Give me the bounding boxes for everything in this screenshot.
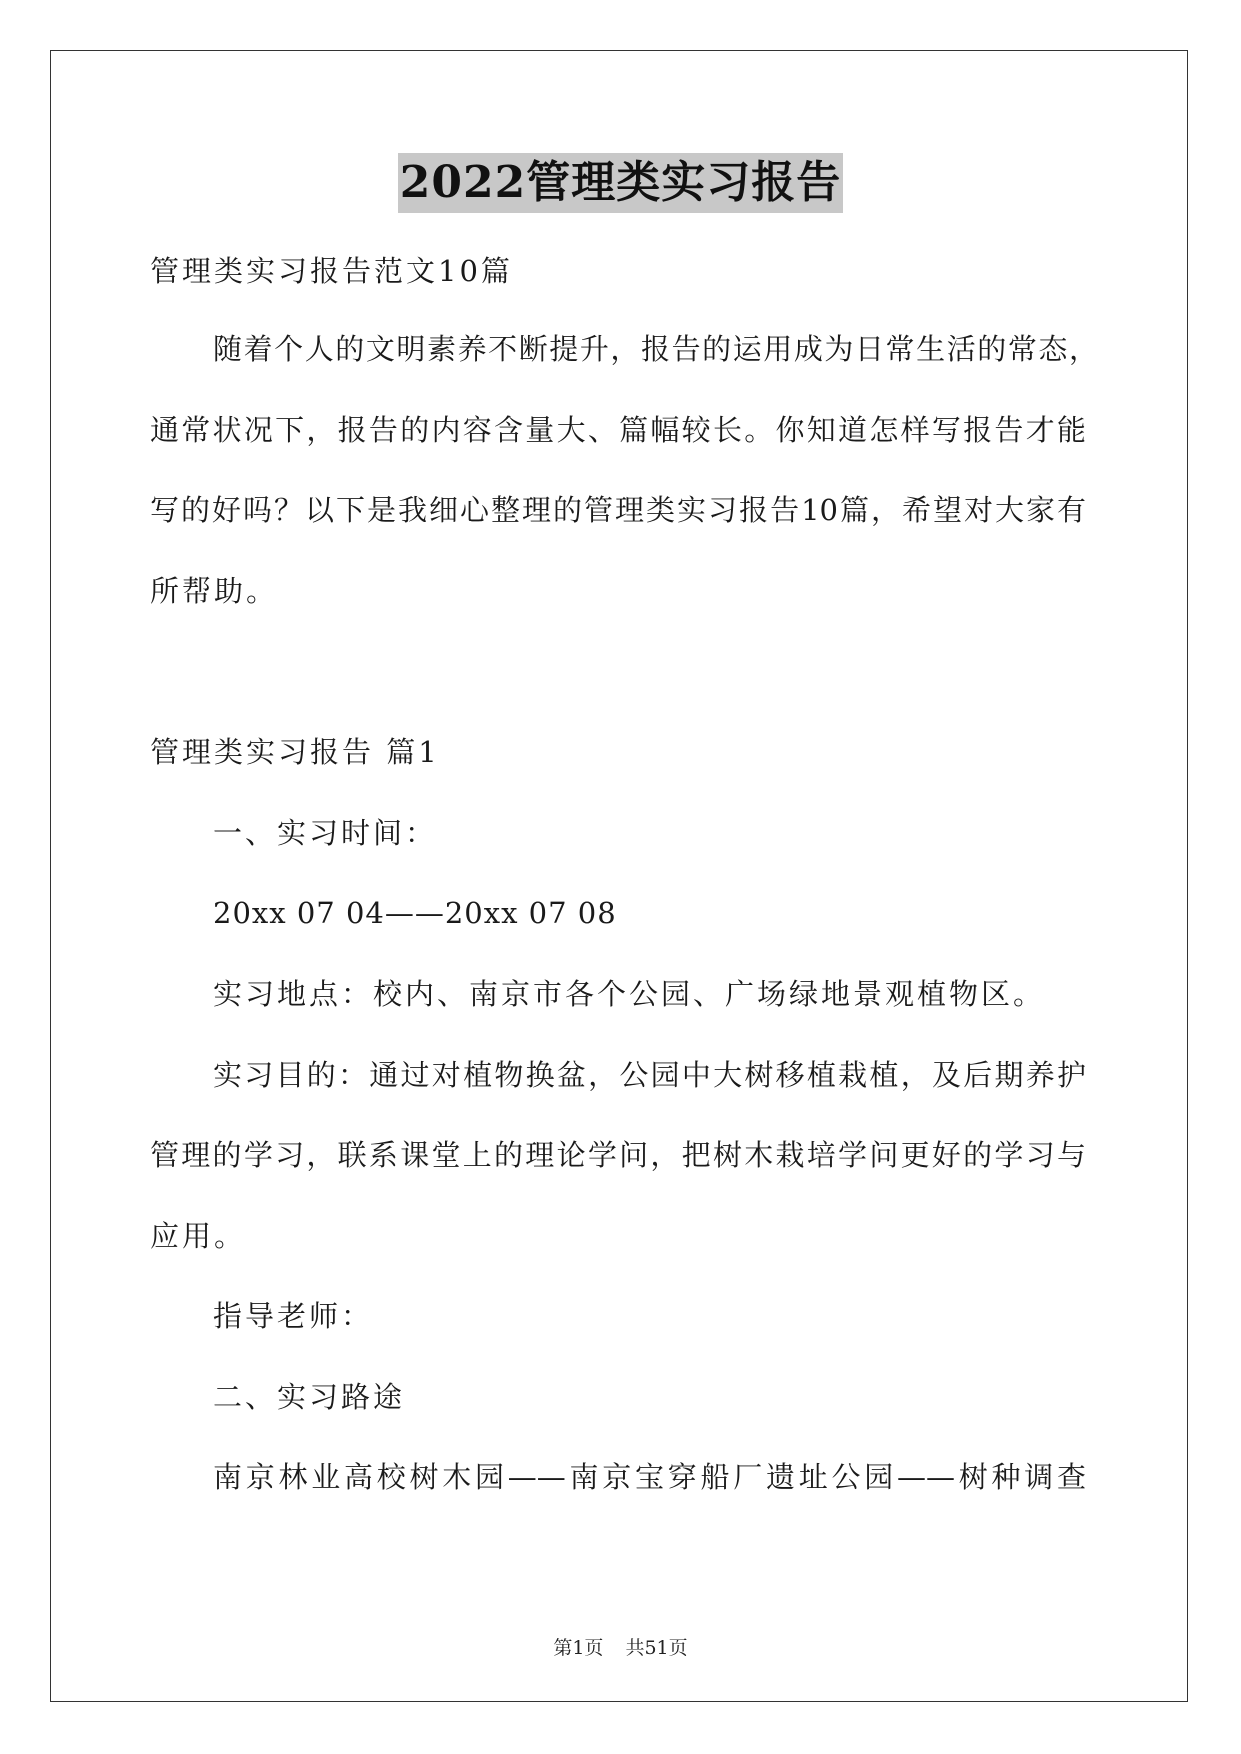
document-subtitle: 管理类实习报告范文10篇 <box>150 254 513 288</box>
page-total: 共51页 <box>625 1637 688 1659</box>
intro-line-4: 所帮助。 <box>150 574 279 608</box>
time-label: 一、实习时间： <box>213 816 438 850</box>
purpose-line-3: 应用。 <box>150 1219 247 1253</box>
title-container <box>0 153 1241 213</box>
page-border <box>50 50 1188 1702</box>
page-number: 第1页 <box>553 1637 604 1659</box>
intro-line-2: 通常状况下，报告的内容含量大、篇幅较长。你知道怎样写报告才能 <box>150 413 1086 447</box>
time-value: 20xx 07 04——20xx 07 08 <box>213 896 617 930</box>
location-line: 实习地点：校内、南京市各个公园、广场绿地景观植物区。 <box>213 977 1046 1011</box>
advisor-label: 指导老师： <box>213 1299 374 1333</box>
route-label: 二、实习路途 <box>213 1380 406 1414</box>
document-title: 2022管理类实习报告 <box>398 153 843 213</box>
purpose-line-1: 实习目的：通过对植物换盆，公园中大树移植栽植，及后期养护 <box>213 1058 1086 1092</box>
route-line: 南京林业高校树木园——南京宝穿船厂遗址公园——树种调查 <box>213 1460 1086 1494</box>
intro-line-1: 随着个人的文明素养不断提升，报告的运用成为日常生活的常态， <box>213 332 1098 366</box>
section-heading: 管理类实习报告 篇1 <box>150 735 440 769</box>
purpose-line-2: 管理的学习，联系课堂上的理论学问，把树木栽培学问更好的学习与 <box>150 1138 1086 1172</box>
intro-line-3: 写的好吗？以下是我细心整理的管理类实习报告10篇，希望对大家有 <box>150 493 1086 527</box>
page-footer <box>0 1635 1241 1661</box>
